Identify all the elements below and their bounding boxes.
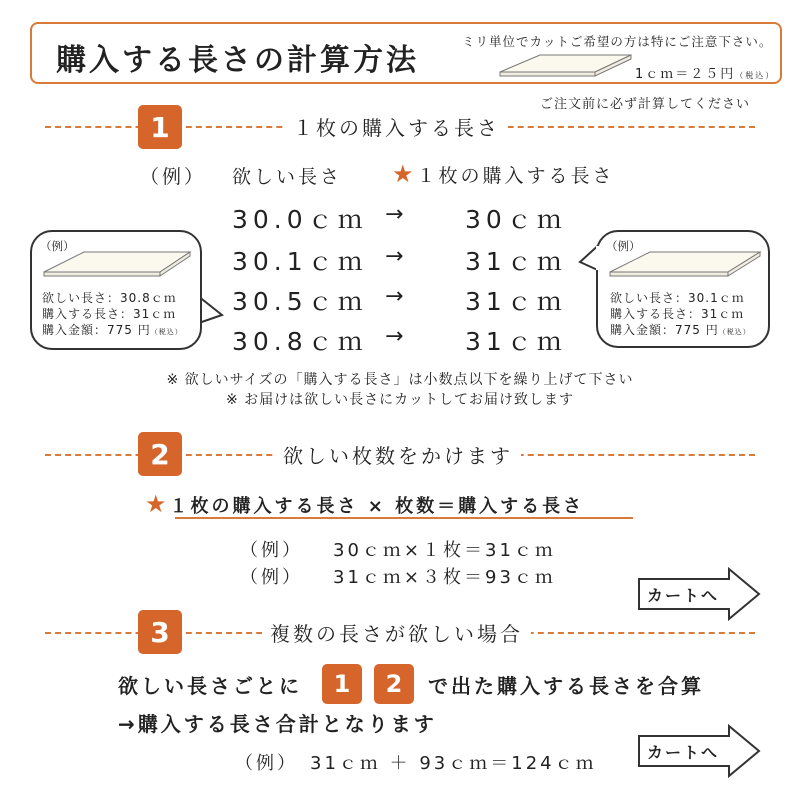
step-badge-1: 1 [138,105,182,149]
arrow-icon: → [385,202,404,227]
arrow-icon: → [385,244,404,269]
desired-value: 30.5ｃｍ [232,287,368,316]
instruction-pre: 欲しい長さごとに [118,674,302,698]
desired-value: 30.1ｃｍ [232,247,368,276]
board-image [608,250,764,280]
purchase-value: 31ｃｍ [465,287,567,316]
mm-note: ミリ単位でカットご希望の方は特にご注意下さい。 [462,34,773,49]
unit-price: 1ｃｍ＝２５円（税込） [635,67,776,82]
arrow-icon: → [385,284,404,309]
star-icon: ★ [392,160,417,188]
bubble-text: 欲しい長さ：30.1ｃｍ 購入する長さ：31ｃｍ 購入金額：775 円（税込） [610,291,751,337]
step-badge-ref-2: 2 [374,664,414,704]
bubble-label: （例） [606,239,641,253]
bubble-text: 欲しい長さ：30.8ｃｍ 購入する長さ：31ｃｍ 購入金額：775 円（税込） [42,291,183,337]
col-purchase: ★１枚の購入する長さ [392,160,615,188]
page-title: 購入する長さの計算方法 [56,43,419,78]
step-badge-ref-1: 1 [322,664,362,704]
step-badge-2: 2 [138,432,182,476]
bubble-label: （例） [40,239,75,253]
formula-underline [175,517,633,519]
instruction-result: →購入する長さ合計となります [118,712,437,736]
section-title: １枚の購入する長さ [285,112,508,141]
cart-label: カートへ [647,586,720,605]
board-image [495,52,635,80]
delivery-note: ※ お届けは欲しい長さにカットしてお届け致します [225,392,575,408]
example-row: （例） 31ｃｍ×３枚＝93ｃｍ [240,567,556,588]
example-label: （例） [140,166,207,188]
cart-button[interactable] [637,724,761,778]
instruction-post: で出た購入する長さを合算 [428,674,704,698]
calc-note: ご注文前に必ず計算してください [540,97,751,112]
rounding-note: ※ 欲しいサイズの「購入する長さ」は小数点以下を繰り上げて下さい [166,372,634,388]
example-row: （例） 30ｃｍ×１枚＝31ｃｍ [240,540,556,561]
step-badge-3: 3 [138,610,182,654]
desired-value: 30.8ｃｍ [232,327,368,356]
purchase-value: 31ｃｍ [465,247,567,276]
formula: ★１枚の購入する長さ × 枚数＝購入する長さ [145,490,585,518]
board-image [42,250,194,280]
example-row: （例） 31ｃｍ ＋ 93ｃｍ＝124ｃｍ [235,753,597,774]
section-title: 複数の長さが欲しい場合 [262,618,531,647]
arrow-icon: → [385,324,404,349]
cart-label: カートへ [647,743,720,762]
section-title: 欲しい枚数をかけます [275,440,521,469]
cart-button[interactable] [637,567,761,621]
desired-value: 30.0ｃｍ [232,205,368,234]
star-icon: ★ [145,490,170,518]
purchase-value: 30ｃｍ [465,205,567,234]
col-desired: 欲しい長さ [232,166,343,188]
purchase-value: 31ｃｍ [465,327,567,356]
